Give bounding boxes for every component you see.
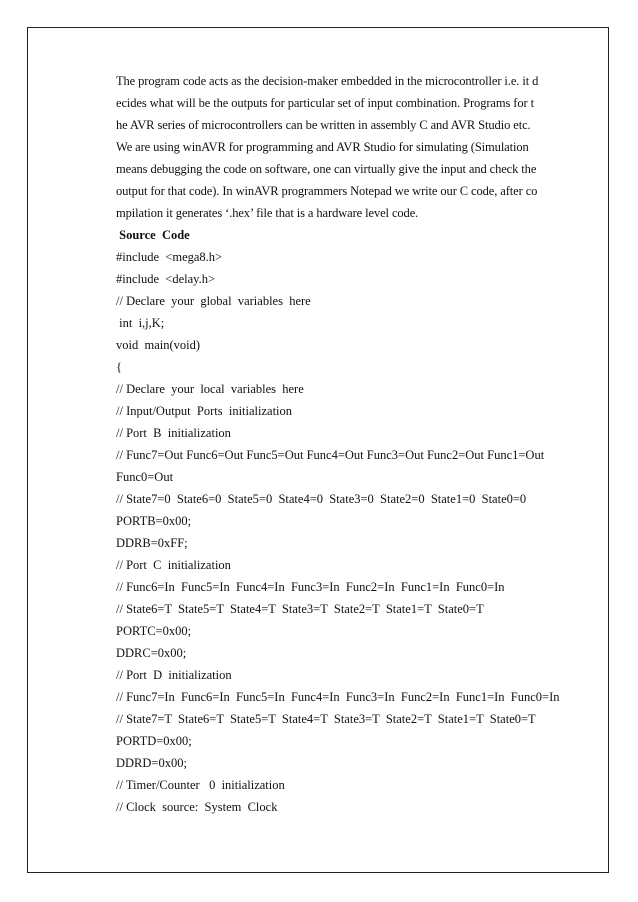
- code-line: // Port C initialization: [116, 558, 231, 572]
- code-line: // State7=T State6=T State5=T State4=T State3=T State2=T State1=T State0=T: [116, 712, 536, 726]
- paragraph-line: output for that code). In winAVR programmers Notepad we write our C code, after co: [116, 184, 538, 198]
- code-line: Func0=Out: [116, 470, 174, 484]
- code-line: DDRD=0x00;: [116, 756, 187, 770]
- code-line: DDRB=0xFF;: [116, 536, 188, 550]
- intro-paragraph: [116, 70, 566, 224]
- code-line: PORTD=0x00;: [116, 734, 192, 748]
- paragraph-line: mpilation it generates ‘.hex’ file that is a hardware level code.: [116, 206, 419, 220]
- code-line: #include <mega8.h>: [116, 250, 223, 264]
- code-line: {: [116, 360, 122, 374]
- paragraph-line: he AVR series of microcontrollers can be written in assembly C and AVR Studio etc.: [116, 118, 531, 132]
- code-line: DDRC=0x00;: [116, 646, 187, 660]
- paragraph-line: means debugging the code on software, one can virtually give the input and check the: [116, 162, 537, 176]
- document-body: [116, 70, 566, 818]
- code-line: // Clock source: System Clock: [116, 800, 278, 814]
- paragraph-line: We are using winAVR for programming and AVR Studio for simulating (Simulation: [116, 140, 529, 154]
- code-line: // Input/Output Ports initialization: [116, 404, 293, 418]
- code-line: PORTC=0x00;: [116, 624, 192, 638]
- code-line: // State7=0 State6=0 State5=0 State4=0 State3=0 State2=0 State1=0 State0=0: [116, 492, 527, 506]
- code-line: void main(void): [116, 338, 201, 352]
- code-line: // Declare your local variables here: [116, 382, 304, 396]
- code-line: PORTB=0x00;: [116, 514, 192, 528]
- section-heading: Source Code: [116, 228, 190, 242]
- code-line: // Timer/Counter 0 initialization: [116, 778, 285, 792]
- code-line: // Func7=In Func6=In Func5=In Func4=In Func3=In Func2=In Func1=In Func0=In: [116, 690, 560, 704]
- code-listing: [116, 246, 566, 818]
- code-line: int i,j,K;: [116, 316, 165, 330]
- code-line: // Port D initialization: [116, 668, 232, 682]
- code-line: // State6=T State5=T State4=T State3=T State2=T State1=T State0=T: [116, 602, 484, 616]
- code-line: // Func6=In Func5=In Func4=In Func3=In Func2=In Func1=In Func0=In: [116, 580, 505, 594]
- code-line: // Port B initialization: [116, 426, 231, 440]
- paragraph-line: The program code acts as the decision-maker embedded in the microcontroller i.e. it d: [116, 74, 539, 88]
- code-line: // Declare your global variables here: [116, 294, 311, 308]
- code-line: #include <delay.h>: [116, 272, 216, 286]
- paragraph-line: ecides what will be the outputs for particular set of input combination. Programs for t: [116, 96, 534, 110]
- code-line: // Func7=Out Func6=Out Func5=Out Func4=Out Func3=Out Func2=Out Func1=Out: [116, 448, 545, 462]
